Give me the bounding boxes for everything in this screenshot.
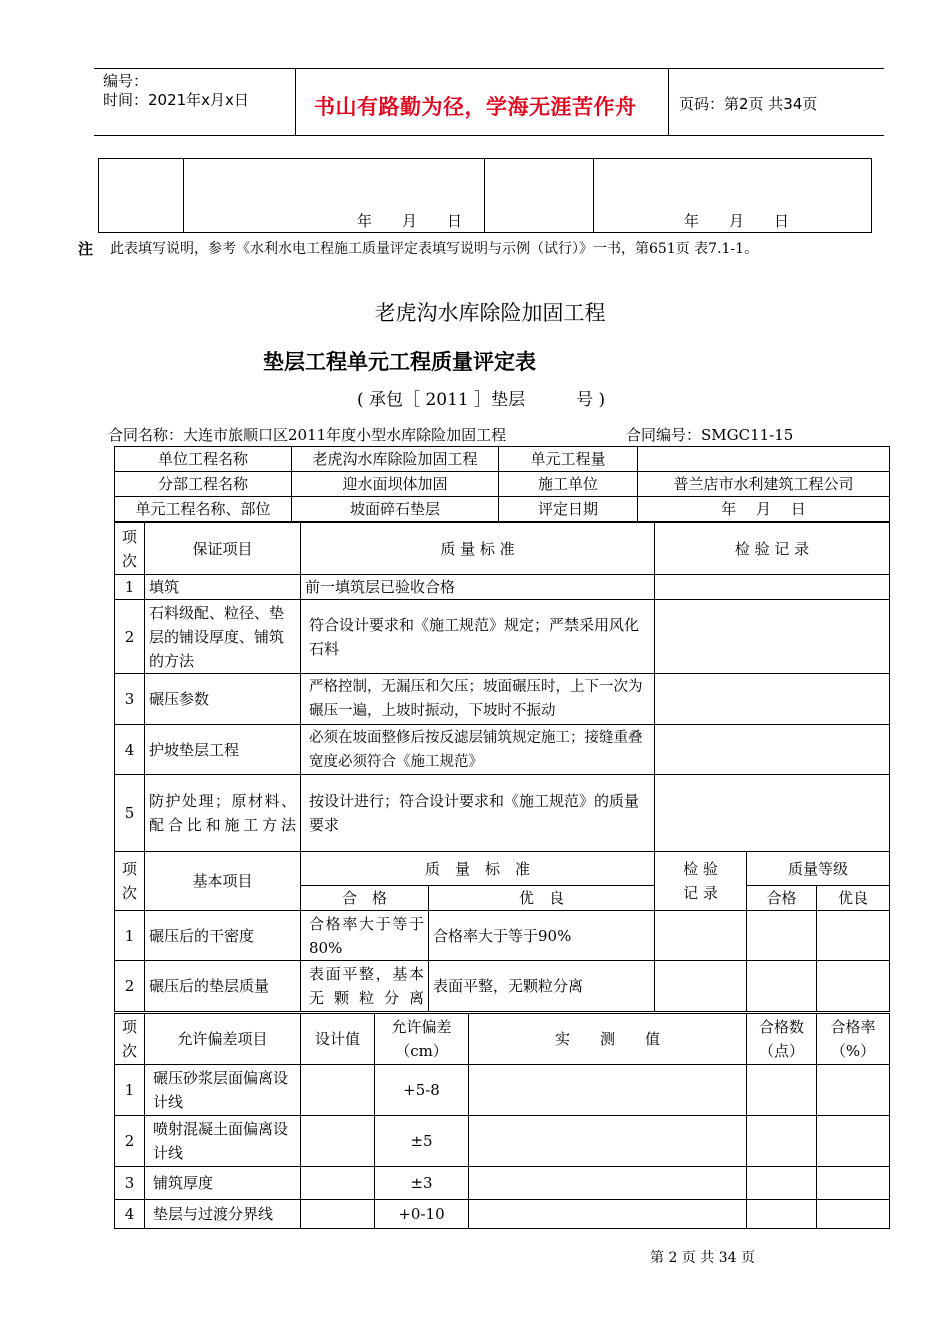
basic-col-grade-good: 优良 <box>817 886 890 911</box>
deviation-row-no: 4 <box>115 1200 145 1229</box>
unit-qty-value <box>638 447 890 472</box>
deviation-row-allow: +5-8 <box>375 1065 469 1116</box>
unit-project-label: 单位工程名称 <box>115 447 292 472</box>
basic-row-no: 2 <box>115 961 145 1012</box>
deviation-row-rate <box>817 1065 890 1116</box>
guarantee-row-record <box>655 575 890 600</box>
deviation-col-item: 允许偏差项目 <box>145 1014 301 1065</box>
signature-date-right: 年 月 日 <box>594 159 872 233</box>
element-label: 单元工程名称、部位 <box>115 497 292 522</box>
basic-row-item: 碾压后的垫层质量 <box>145 961 301 1012</box>
guarantee-table <box>114 522 890 852</box>
info-table <box>114 446 890 522</box>
basic-col-good: 优 良 <box>429 886 655 911</box>
signature-cell <box>485 159 594 233</box>
deviation-row-count <box>747 1065 817 1116</box>
guarantee-col-std: 质 量 标 准 <box>301 523 655 575</box>
guarantee-row-std: 符合设计要求和《施工规范》规定；严禁采用风化石料 <box>301 600 655 674</box>
guarantee-row-no: 3 <box>115 674 145 725</box>
basic-col-no: 项次 <box>115 852 145 911</box>
header-divider <box>295 68 296 135</box>
deviation-row-count <box>747 1167 817 1200</box>
basic-row-good: 表面平整，无颗粒分离 <box>429 961 655 1012</box>
deviation-row-no: 2 <box>115 1116 145 1167</box>
deviation-row-design <box>301 1116 375 1167</box>
guarantee-col-no: 项次 <box>115 523 145 575</box>
eval-date-label: 评定日期 <box>499 497 638 522</box>
serial-label: 编号： <box>103 72 149 90</box>
note-text: 此表填写说明，参考《水利水电工程施工质量评定表填写说明与示例（试行）》一书，第651页 表7.1-1。 <box>110 241 759 257</box>
guarantee-row-record <box>655 600 890 674</box>
deviation-col-measured: 实 测 值 <box>469 1014 747 1065</box>
header-divider <box>668 68 669 135</box>
basic-row-grade-pass <box>747 911 817 961</box>
motto: 书山有路勤为径，学海无涯苦作舟 <box>314 95 637 119</box>
guarantee-row-no: 5 <box>115 775 145 852</box>
deviation-row-rate <box>817 1200 890 1229</box>
signature-table <box>98 158 872 233</box>
guarantee-row-record <box>655 674 890 725</box>
deviation-col-rate: 合格率（%） <box>817 1014 890 1065</box>
deviation-row-measured <box>469 1116 747 1167</box>
guarantee-row-std: 必须在坡面整修后按反滤层铺筑规定施工；接缝重叠宽度必须符合《施工规范》 <box>301 725 655 775</box>
guarantee-col-item: 保证项目 <box>145 523 301 575</box>
basic-col-grade-pass: 合格 <box>747 886 817 911</box>
basic-row-grade-good <box>817 961 890 1012</box>
eval-date-value: 年 月 日 <box>638 497 890 522</box>
guarantee-row-item: 石料级配、粒径、垫层的铺设厚度、铺筑的方法 <box>145 600 301 674</box>
deviation-row-design <box>301 1065 375 1116</box>
guarantee-row-item: 填筑 <box>145 575 301 600</box>
deviation-row-design <box>301 1200 375 1229</box>
deviation-row-item: 喷射混凝土面偏离设计线 <box>145 1116 301 1167</box>
deviation-row-allow: +0-10 <box>375 1200 469 1229</box>
deviation-table <box>114 1013 890 1229</box>
basic-row-no: 1 <box>115 911 145 961</box>
guarantee-row-record <box>655 775 890 852</box>
note-mark: 注 <box>78 240 94 258</box>
basic-row-grade-good <box>817 911 890 961</box>
unit-qty-label: 单元工程量 <box>499 447 638 472</box>
project-title: 老虎沟水库除险加固工程 <box>374 301 606 325</box>
contract-name: 合同名称：大连市旅顺口区2011年度小型水库除险加固工程 <box>108 426 507 444</box>
basic-table <box>114 851 890 1012</box>
basic-row-pass: 表面平整，基本无颗粒分离 <box>301 961 429 1012</box>
deviation-row-measured <box>469 1065 747 1116</box>
deviation-row-item: 铺筑厚度 <box>145 1167 301 1200</box>
deviation-row-no: 1 <box>115 1065 145 1116</box>
deviation-row-rate <box>817 1116 890 1167</box>
deviation-row-allow: ±5 <box>375 1116 469 1167</box>
basic-row-pass: 合格率大于等于80% <box>301 911 429 961</box>
contract-number: 合同编号：SMGC11-15 <box>626 426 794 444</box>
date-label: 时间：2021年x月x日 <box>103 91 249 109</box>
deviation-row-item: 碾压砂浆层面偏离设计线 <box>145 1065 301 1116</box>
sub-project-label: 分部工程名称 <box>115 472 292 497</box>
basic-col-item: 基本项目 <box>145 852 301 911</box>
guarantee-col-record: 检 验 记 录 <box>655 523 890 575</box>
basic-row-record <box>655 911 747 961</box>
guarantee-row-item: 碾压参数 <box>145 674 301 725</box>
deviation-row-count <box>747 1116 817 1167</box>
signature-cell <box>99 159 184 233</box>
header-top-rule <box>94 68 884 69</box>
form-subtitle: ( 承包［ 2011 ］垫层 号 ) <box>357 390 606 410</box>
contractor-value: 普兰店市水利建筑工程公司 <box>638 472 890 497</box>
deviation-row-measured <box>469 1167 747 1200</box>
page-label: 页码：第2页 共34页 <box>679 95 818 113</box>
deviation-col-no: 项次 <box>115 1014 145 1065</box>
guarantee-row-record <box>655 725 890 775</box>
basic-row-record <box>655 961 747 1012</box>
basic-row-good: 合格率大于等于90% <box>429 911 655 961</box>
basic-row-grade-pass <box>747 961 817 1012</box>
guarantee-row-std: 按设计进行；符合设计要求和《施工规范》的质量要求 <box>301 775 655 852</box>
deviation-row-item: 垫层与过渡分界线 <box>145 1200 301 1229</box>
basic-col-record: 检 验 记 录 <box>655 852 747 911</box>
guarantee-row-no: 1 <box>115 575 145 600</box>
basic-col-pass: 合 格 <box>301 886 429 911</box>
basic-col-grade: 质量等级 <box>747 852 890 886</box>
form-title: 垫层工程单元工程质量评定表 <box>263 350 536 374</box>
deviation-row-design <box>301 1167 375 1200</box>
deviation-row-no: 3 <box>115 1167 145 1200</box>
unit-project-value: 老虎沟水库除险加固工程 <box>292 447 499 472</box>
header-bottom-rule <box>94 135 884 136</box>
signature-date-left: 年 月 日 <box>184 159 485 233</box>
guarantee-row-item: 护坡垫层工程 <box>145 725 301 775</box>
deviation-row-allow: ±3 <box>375 1167 469 1200</box>
basic-col-std: 质 量 标 准 <box>301 852 655 886</box>
deviation-col-count: 合格数（点） <box>747 1014 817 1065</box>
guarantee-row-no: 2 <box>115 600 145 674</box>
contractor-label: 施工单位 <box>499 472 638 497</box>
guarantee-row-item: 防护处理；原材料、配合比和施工方法 <box>145 775 301 852</box>
deviation-row-count <box>747 1200 817 1229</box>
page-footer: 第 2 页 共 34 页 <box>650 1250 755 1266</box>
guarantee-row-std: 严格控制，无漏压和欠压；坡面碾压时，上下一次为碾压一遍，上坡时振动，下坡时不振动 <box>301 674 655 725</box>
deviation-row-measured <box>469 1200 747 1229</box>
guarantee-row-no: 4 <box>115 725 145 775</box>
guarantee-row-std: 前一填筑层已验收合格 <box>301 575 655 600</box>
deviation-col-design: 设计值 <box>301 1014 375 1065</box>
deviation-col-allow: 允许偏差（cm） <box>375 1014 469 1065</box>
basic-row-item: 碾压后的干密度 <box>145 911 301 961</box>
deviation-row-rate <box>817 1167 890 1200</box>
element-value: 坡面碎石垫层 <box>292 497 499 522</box>
sub-project-value: 迎水面坝体加固 <box>292 472 499 497</box>
